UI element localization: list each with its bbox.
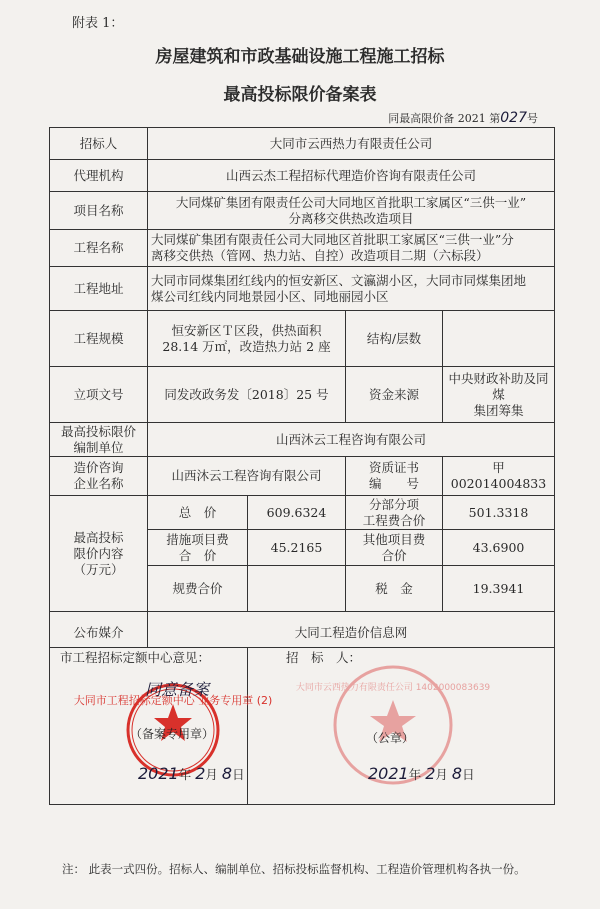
project-name-line2: 分离移交供热改造项目	[288, 210, 414, 226]
consultant-label	[50, 457, 148, 496]
agency-value: 山西云杰工程招标代理造价咨询有限责任公司	[148, 160, 555, 192]
table-row	[50, 496, 555, 530]
reg-prefix: 同最高限价备 2021 第	[388, 112, 501, 125]
table-row-blank	[50, 612, 555, 620]
tenderer-label: 招标人	[50, 128, 148, 160]
page-title-line1: 房屋建筑和市政基础设施工程施工招标	[155, 47, 445, 67]
price-content-line3: （万元）	[73, 561, 124, 577]
media-value: 大同工程造价信息网	[148, 620, 555, 648]
approval-date-day-unit: 日	[232, 767, 245, 782]
scale-label: 工程规模	[50, 311, 148, 367]
annex-label: 附表 1：	[72, 16, 124, 31]
approval-date-day: 8	[221, 764, 233, 783]
filing-seal-note: （备案专用章）	[130, 727, 215, 741]
tax-label: 税 金	[346, 566, 443, 612]
registration-number	[388, 110, 538, 126]
tenderer-date-day-unit: 日	[462, 767, 475, 782]
project-name-value	[148, 192, 555, 230]
consultant-value: 山西沐云工程咨询有限公司	[148, 457, 346, 496]
tenderer-signature-cell	[248, 648, 555, 805]
signature-row	[50, 648, 555, 805]
approval-date	[138, 766, 245, 783]
tenderer-date-month: 2	[425, 764, 436, 783]
project-name-line1: 大同煤矿集团有限责任公司大同地区首批职工家属区“三供一业”	[175, 194, 527, 210]
fund-line2: 集团筹集	[473, 402, 524, 418]
measure-label-line2: 合 价	[178, 547, 217, 563]
subitem-value: 501.3318	[443, 496, 555, 530]
certificate-value: 甲 002014004833	[443, 457, 555, 496]
compiler-value: 山西沐云工程咨询有限公司	[148, 423, 555, 457]
certificate-label-line2: 编 号	[368, 476, 419, 491]
approval-date-year-unit: 年	[178, 767, 192, 782]
other-label	[346, 530, 443, 566]
approval-seal-text: 大同市工程招标定额中心 业务专用章 (2)	[73, 694, 273, 707]
other-label-line1: 其他项目费	[362, 531, 426, 547]
work-name-label: 工程名称	[50, 230, 148, 267]
fee-label: 规费合价	[148, 566, 248, 612]
subitem-label-line1: 分部分项	[368, 496, 419, 512]
approval-handwriting: 同意备案	[145, 680, 210, 699]
compiler-label	[50, 423, 148, 457]
fund-line1: 中央财政补助及同煤	[448, 370, 549, 402]
table-row	[50, 230, 555, 267]
price-content-label	[50, 496, 148, 612]
scale-line2: 28.14 万㎡，改造热力站 2 座	[162, 338, 331, 354]
total-price-value: 609.6324	[248, 496, 346, 530]
tax-value: 19.3941	[443, 566, 555, 612]
total-price-label: 总 价	[148, 496, 248, 530]
scale-line1: 恒安新区Ｔ区段，供热面积	[171, 322, 322, 338]
project-name-label: 项目名称	[50, 192, 148, 230]
approval-date-month-unit: 月	[205, 767, 218, 782]
tenderer-date-year: 2021	[368, 764, 409, 783]
compiler-label-line2: 编制单位	[73, 439, 124, 455]
table-row	[50, 267, 555, 311]
approval-date-year: 2021	[138, 764, 179, 783]
tenderer-date-year-unit: 年	[408, 767, 422, 782]
certificate-label	[346, 457, 443, 496]
compiler-label-line1: 最高投标限价	[60, 423, 136, 439]
table-row	[50, 620, 555, 648]
fund-source-label: 资金来源	[346, 367, 443, 423]
media-label: 公布媒介	[50, 620, 148, 648]
reg-number-handwritten: 027	[500, 110, 527, 126]
tenderer-date-month-unit: 月	[435, 767, 448, 782]
table-row	[50, 160, 555, 192]
measure-label	[148, 530, 248, 566]
work-name-line1: 大同煤矿集团有限责任公司大同地区首批职工家属区“三供一业”分	[151, 232, 514, 247]
tenderer-value: 大同市云西热力有限责任公司	[148, 128, 555, 160]
table-row	[50, 457, 555, 496]
footer-note: 注： 此表一式四份。招标人、编制单位、招标投标监督机构、工程造价管理机构各执一份。	[62, 862, 526, 876]
subitem-label-line2: 工程费合价	[362, 512, 426, 528]
consultant-label-line2: 企业名称	[73, 476, 124, 491]
measure-label-line1: 措施项目费	[166, 531, 229, 547]
work-name-value	[148, 230, 555, 267]
work-name-line2: 离移交供热（管网、热力站、自控）改造项目二期（六标段）	[151, 248, 489, 263]
consultant-label-line1: 造价咨询	[73, 460, 124, 475]
reg-suffix: 号	[527, 112, 538, 125]
tenderer-date	[368, 766, 475, 783]
scale-value	[148, 311, 346, 367]
table-row	[50, 423, 555, 457]
price-content-line2: 限价内容	[73, 545, 124, 561]
approval-opinion-title: 市工程招标定额中心意见：	[60, 650, 211, 665]
tenderer-signature-title: 招 标 人：	[286, 650, 362, 665]
table-row	[50, 311, 555, 367]
table-row	[50, 192, 555, 230]
fund-source-value	[443, 367, 555, 423]
price-content-line1: 最高投标	[73, 529, 124, 545]
tenderer-date-day: 8	[451, 764, 463, 783]
site-line2: 煤公司红线内同地景园小区、同地丽园小区	[151, 288, 389, 304]
table-row	[50, 128, 555, 160]
site-line1: 大同市同煤集团红线内的恒安新区、文瀛湖小区，大同市同煤集团地	[151, 272, 527, 288]
subitem-label	[346, 496, 443, 530]
measure-value: 45.2165	[248, 530, 346, 566]
official-seal-note: （公章）	[366, 731, 415, 745]
structure-label: 结构/层数	[346, 311, 443, 367]
site-label: 工程地址	[50, 267, 148, 311]
page-title-line2: 最高投标限价备案表	[223, 85, 377, 105]
approval-opinion-cell	[50, 648, 273, 805]
other-value: 43.6900	[443, 530, 555, 566]
other-label-line2: 合价	[381, 547, 407, 563]
structure-value	[443, 311, 555, 367]
approval-date-month: 2	[195, 764, 206, 783]
table-row	[50, 367, 555, 423]
certificate-label-line1: 资质证书	[368, 460, 419, 475]
fee-value	[248, 566, 346, 612]
agency-label: 代理机构	[50, 160, 148, 192]
filing-form-table	[49, 127, 555, 805]
approval-value: 同发改政务发〔2018〕25 号	[148, 367, 346, 423]
tenderer-seal-text: 大同市云西热力有限责任公司 1402000083639	[295, 683, 491, 693]
site-value	[148, 267, 555, 311]
approval-label: 立项文号	[50, 367, 148, 423]
